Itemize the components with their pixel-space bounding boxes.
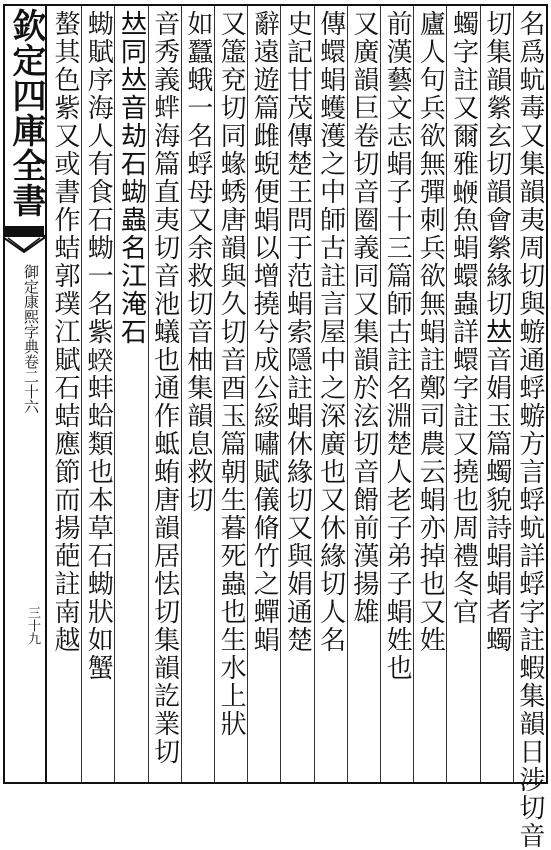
text-column xyxy=(513,6,546,850)
text-column xyxy=(181,6,214,782)
text-columns xyxy=(49,6,546,850)
page-number: 三十九 xyxy=(25,606,40,645)
column-text: 又𥲤兗切同蝝蜏唐韻與久切音酉玉篇朝生暮死蟲也生水上狀 xyxy=(216,10,247,738)
text-column xyxy=(280,6,313,782)
fish-tail-mark-icon xyxy=(4,226,44,256)
column-text: 蜐賦序海人有食石蜐一名紫𧍜蚌蛤類也本草石蜐狀如蟹 xyxy=(83,10,114,682)
column-text: 傳蠉蜎蠖濩之中師古註言屋中之深廣也又休緣切人名 xyxy=(315,10,346,654)
text-column xyxy=(347,6,380,782)
column-text: 螯其色紫又或書作蛣郭璞江賦石蛣應節而揚葩註南越 xyxy=(50,10,81,654)
text-column xyxy=(380,6,413,782)
volume-title: 御定康熙字典卷二十六 xyxy=(22,264,40,414)
column-text: 又廣韻巨卷切音圈義同又集韻於泫切音餶前漢揚雄 xyxy=(348,10,379,626)
book-title: 欽定四庫全書 xyxy=(6,8,46,218)
text-column xyxy=(81,6,114,782)
column-text: 𠀤同𠀤音劫石蜐蟲名江淹石 xyxy=(116,10,147,346)
column-text: 名爲蚢毒又集韻夷周切與蝣通蜉蝣方言蜉蚢詳蜉字註蝦集韻日涉切音 xyxy=(514,10,545,850)
column-text: 史記甘茂傳楚王問于范蜎索隱註蜎休緣切又與娟通楚 xyxy=(282,10,313,654)
column-text: 前漢藝文志蜎子十三篇師古註名淵楚人老子弟子蜎姓也 xyxy=(382,10,413,682)
column-text: 如蠶蛾一名蜉母又余救切音柚集韻息救切 xyxy=(182,10,213,514)
column-text: 廬人句兵欲無彈刺兵欲無蜎註鄭司農云蜎亦掉也又姓 xyxy=(415,10,446,654)
text-column xyxy=(214,6,247,782)
text-column xyxy=(148,6,181,782)
text-column xyxy=(446,6,479,782)
text-column xyxy=(49,6,81,782)
column-text: 蠋字註又爾雅𧍲魚蜎蠉蟲詳蠉字註又撓也周禮冬官 xyxy=(448,10,479,626)
text-column xyxy=(480,6,513,782)
text-column xyxy=(314,6,347,782)
column-text: 辭遠遊篇雌蜺便蜎以增撓兮成公綏嘯賦儀脩竹之蟬蜎 xyxy=(249,10,280,654)
text-column xyxy=(114,6,147,782)
column-text: 切集韻縈玄切韻會縈緣切𠀤音娟玉篇蠋貌詩蜎蜎者蠋 xyxy=(481,10,512,654)
column-text: 音秀義蝆海篇直夷切音池蟻也通作蚳蛕唐韻居怯切集韻訖業切 xyxy=(149,10,180,766)
text-column xyxy=(247,6,280,782)
text-column xyxy=(413,6,446,782)
